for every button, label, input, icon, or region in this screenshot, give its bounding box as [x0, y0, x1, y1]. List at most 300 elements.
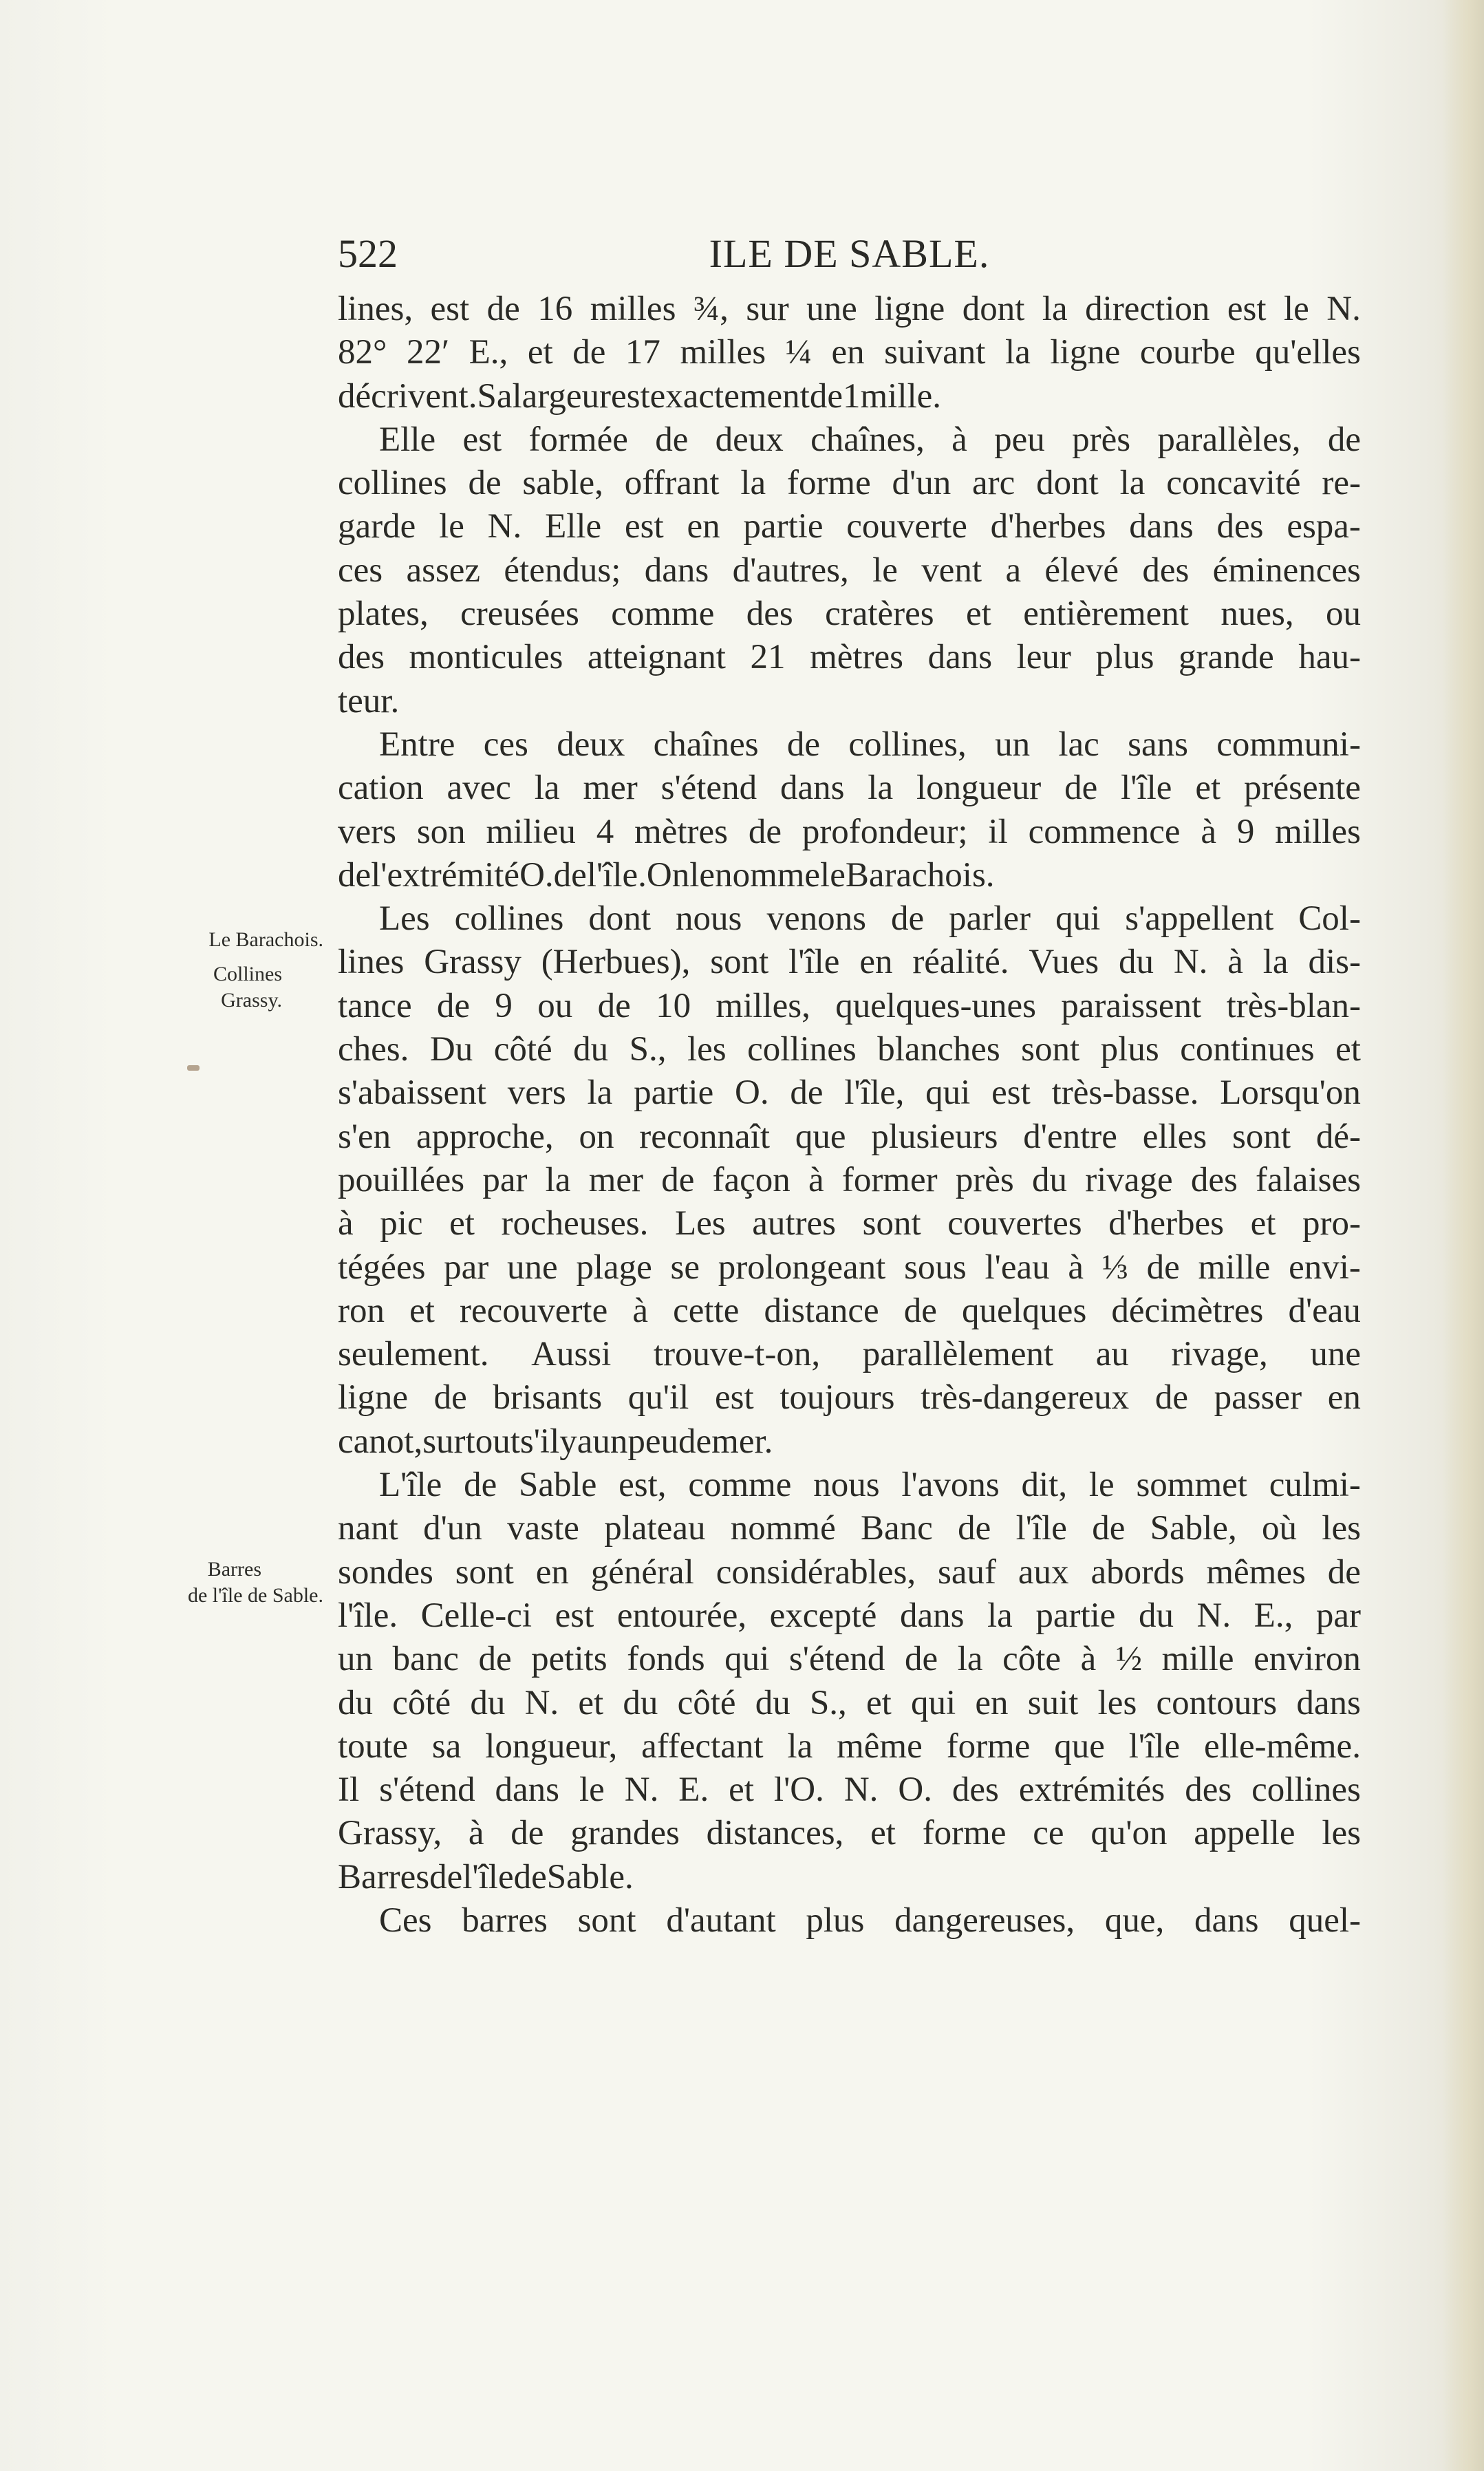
word: cation [338, 769, 424, 808]
word: une [806, 290, 857, 328]
word: nous [813, 1466, 880, 1505]
word: le [820, 855, 846, 895]
word: une [1310, 1335, 1361, 1374]
word: de [904, 1640, 938, 1679]
word: chaînes, [810, 420, 925, 459]
word: 22′ [406, 333, 450, 372]
word: et [1335, 1030, 1361, 1069]
word: qui [724, 1640, 770, 1679]
body-text [338, 288, 1361, 1943]
word: de [748, 812, 782, 851]
word: façon [712, 1160, 791, 1199]
word: est [610, 376, 650, 416]
word: plateau [604, 1509, 706, 1548]
word: vers [507, 1073, 566, 1113]
word: cette [673, 1291, 740, 1330]
word: est [462, 420, 502, 459]
word: rocheuses. [501, 1204, 649, 1243]
text-line [338, 1376, 1361, 1420]
word: et [1250, 1204, 1276, 1243]
word: lines, [338, 290, 413, 328]
word: les [1322, 1814, 1361, 1853]
word: par [482, 1160, 528, 1199]
text-line [338, 1246, 1361, 1290]
word: Vues [1029, 943, 1099, 982]
word: la [1005, 333, 1031, 372]
word: réalité. [912, 943, 1009, 982]
word: offrant [624, 464, 720, 503]
word: à [338, 1204, 354, 1243]
word: du [623, 1683, 658, 1722]
word: et [870, 1814, 896, 1853]
word: Barres [338, 1857, 430, 1896]
word: l'île [1015, 1509, 1067, 1548]
word: passer [1214, 1378, 1302, 1418]
word: collines [338, 464, 447, 503]
word: abords [1090, 1552, 1185, 1592]
word: étendus; [504, 550, 621, 590]
word: élevé [1044, 550, 1119, 590]
word: 10 [656, 986, 691, 1025]
word: collines, [848, 725, 967, 764]
word: longueur [916, 769, 1042, 808]
word: pic [380, 1204, 423, 1243]
word: deux [557, 725, 625, 764]
word: de [513, 1857, 547, 1896]
text-line [338, 1725, 1361, 1768]
word: nant [338, 1509, 398, 1548]
word: en [831, 333, 865, 372]
word: du [1031, 1160, 1067, 1199]
word: collines [1251, 1771, 1361, 1810]
word: distance [764, 1291, 879, 1330]
word: ⅓ [1101, 1248, 1128, 1287]
text-line [338, 811, 1361, 854]
word: mille [1161, 1640, 1234, 1679]
word: des [338, 638, 385, 677]
word: quel- [1289, 1901, 1361, 1940]
word: atteignant [587, 638, 726, 677]
word: même [837, 1726, 923, 1766]
word: a [1005, 550, 1022, 590]
word: par [1315, 1596, 1361, 1635]
word: est [1227, 290, 1267, 328]
word: continues [1180, 1030, 1315, 1069]
word: s'abaissent [338, 1073, 486, 1113]
word: à [808, 1160, 824, 1199]
word: Du [429, 1030, 473, 1069]
word: couverte [846, 507, 967, 546]
word: de [433, 1378, 467, 1418]
word: sont [862, 1204, 921, 1243]
margin-note-line: Grassy. [221, 989, 282, 1012]
word: Sable [519, 1466, 597, 1505]
word: est [715, 1378, 754, 1418]
word: de [338, 855, 372, 895]
text-line [338, 1551, 1361, 1594]
text-line [338, 1159, 1361, 1202]
word: dont [588, 899, 652, 939]
word: vers [338, 812, 396, 851]
word: ¼ [785, 333, 812, 372]
word: dangereuses, [894, 1901, 1075, 1940]
word: du [1118, 943, 1154, 982]
word: y [559, 1422, 577, 1461]
word: 16 [537, 290, 573, 328]
word: Sable, [1150, 1509, 1237, 1548]
word: couvertes [947, 1204, 1082, 1243]
word: 9 [495, 986, 513, 1025]
word: milles [590, 290, 676, 328]
word: la [545, 1160, 571, 1199]
word: la [1042, 290, 1068, 328]
word: Grassy [424, 943, 521, 982]
word: de [1146, 1248, 1180, 1287]
word: et [729, 1771, 754, 1810]
word: parallèles, [1157, 420, 1301, 459]
text-line [338, 1638, 1361, 1681]
word: et [449, 1204, 475, 1243]
word: qui [1055, 899, 1101, 939]
word: ½ [1115, 1640, 1143, 1679]
word: un [338, 1640, 373, 1679]
word: est [430, 290, 470, 328]
word: comme [611, 595, 715, 634]
word: reconnaît [639, 1117, 771, 1156]
word: s'en [338, 1117, 391, 1156]
word: peu [627, 1422, 679, 1461]
word: 82° [338, 333, 387, 372]
word: la [740, 464, 766, 503]
word: considérables, [716, 1552, 916, 1592]
margin-note-line: de l'île de Sable. [187, 1584, 323, 1607]
word: l'île [788, 943, 840, 982]
margin-note-line: Le Barachois. [208, 928, 323, 951]
word: dans [779, 769, 845, 808]
page-header [338, 231, 1361, 286]
word: de [903, 1291, 937, 1330]
word: chaînes [653, 725, 759, 764]
word: concavité [1166, 464, 1301, 503]
word: commence [1028, 812, 1181, 851]
word: affectant [641, 1726, 764, 1766]
paragraph-start [338, 897, 1361, 941]
word: les [1322, 1509, 1361, 1548]
word: l'île [1128, 1726, 1181, 1766]
word: et [578, 1683, 604, 1722]
word: présente [1243, 769, 1361, 808]
word: la [1119, 464, 1146, 503]
word: de [572, 333, 606, 372]
word: teur. [338, 681, 400, 720]
word: L'île [379, 1466, 442, 1505]
word: plage [576, 1248, 652, 1287]
word: nous [676, 899, 742, 939]
word: dans [1129, 507, 1194, 546]
word: s'étend [788, 1640, 885, 1679]
word: N. [1173, 943, 1208, 982]
text-line [338, 1682, 1361, 1725]
word: ces [483, 725, 528, 764]
word: mer [588, 1160, 643, 1199]
word: du [573, 1030, 609, 1069]
word: ron [338, 1291, 385, 1330]
word: des [1190, 1160, 1238, 1199]
word: 21 [750, 638, 786, 677]
word: grandes [570, 1814, 680, 1853]
word: les [1097, 1683, 1137, 1722]
word: en [535, 1552, 569, 1592]
word: dans [899, 1596, 965, 1635]
word: On [646, 855, 690, 895]
word: O. [898, 1771, 932, 1810]
paragraph-start [338, 723, 1361, 767]
text-line [338, 1028, 1361, 1071]
word: E. [678, 1771, 709, 1810]
word: sommet [1136, 1466, 1247, 1505]
word: S., [809, 1683, 847, 1722]
word: à [1201, 812, 1216, 851]
word: 4 [596, 812, 614, 851]
word: milieu [486, 812, 576, 851]
word: espa- [1287, 507, 1361, 546]
word: la [787, 1726, 813, 1766]
word: culmi- [1269, 1466, 1361, 1505]
word: longueur, [485, 1726, 618, 1766]
word: Sable. [546, 1857, 634, 1896]
word: plates, [338, 595, 429, 634]
text-line [338, 1856, 1361, 1899]
word: est [555, 1596, 594, 1635]
word: milles [680, 333, 766, 372]
word: ou [537, 986, 573, 1025]
word: garde [338, 507, 416, 546]
margin-note-barachois [103, 927, 323, 953]
word: sans [1128, 725, 1188, 764]
word: mètres [810, 638, 904, 677]
word: N. [487, 507, 522, 546]
page-number: 522 [338, 231, 398, 276]
text-line [338, 1071, 1361, 1115]
word: leur [1016, 638, 1071, 677]
word: quelques [962, 1291, 1087, 1330]
word: le [689, 855, 716, 895]
word: N. [624, 1771, 659, 1810]
word: N. [843, 1771, 879, 1810]
text-line [338, 505, 1361, 548]
word: les [687, 1030, 727, 1069]
word: sont [710, 943, 769, 982]
word: recouverte [460, 1291, 608, 1330]
word: de [468, 464, 502, 503]
word: E., [1254, 1596, 1293, 1635]
word: a [577, 1422, 593, 1461]
word: excepté [769, 1596, 877, 1635]
word: canot, [338, 1422, 423, 1461]
word: monticules [409, 638, 563, 677]
word: Barachois. [845, 855, 995, 895]
word: dans [927, 638, 993, 677]
word: plus [806, 1901, 865, 1940]
word: sondes [338, 1552, 433, 1592]
word: assez [406, 550, 481, 590]
word: trouve-t-on, [653, 1335, 821, 1374]
text-line [338, 854, 1361, 897]
word: O. [519, 855, 554, 895]
word: profondeur; [802, 812, 968, 851]
word: dont [962, 290, 1025, 328]
word: fonds [627, 1640, 705, 1679]
word: mètres [634, 812, 728, 851]
word: N. [524, 1683, 559, 1722]
word: s'appellent [1125, 899, 1274, 939]
word: le [1088, 1466, 1115, 1505]
word: banc [392, 1640, 459, 1679]
word: prolongeant [718, 1248, 886, 1287]
word: d'herbes [1108, 1204, 1225, 1243]
word: suit [1027, 1683, 1079, 1722]
word: au [1095, 1335, 1129, 1374]
text-line [338, 636, 1361, 679]
word: tance [338, 986, 412, 1025]
word: de [1327, 1552, 1361, 1592]
word: à [1080, 1640, 1097, 1679]
text-line [338, 375, 1361, 418]
word: à [468, 1814, 484, 1853]
word: de [597, 986, 631, 1025]
word: côté [392, 1683, 451, 1722]
word: éminences [1212, 550, 1361, 590]
word: communi- [1216, 725, 1361, 764]
word: O. [735, 1073, 769, 1113]
word: aux [1018, 1552, 1069, 1592]
word: dans [644, 550, 709, 590]
word: blanches [877, 1030, 1000, 1069]
word: Entre [379, 725, 455, 764]
word: côté [677, 1683, 736, 1722]
word: de [655, 420, 689, 459]
word: ¾, [693, 290, 729, 328]
word: à [1227, 943, 1243, 982]
word: qu'il [627, 1378, 689, 1418]
word: courbe [1139, 333, 1236, 372]
word: dont [1036, 464, 1099, 503]
word: vaste [507, 1509, 579, 1548]
word: lines [338, 943, 405, 982]
word: un [995, 725, 1031, 764]
word: que, [1104, 1901, 1165, 1940]
paragraph-start [338, 418, 1361, 462]
word: décrivent. [338, 376, 477, 416]
word: dis- [1308, 943, 1361, 982]
word: l'avons [901, 1466, 1000, 1505]
word: sous [904, 1248, 967, 1287]
word: barres [462, 1901, 548, 1940]
word: Sa [477, 376, 513, 416]
word: très-basse. [1051, 1073, 1199, 1113]
word: d'autant [666, 1901, 776, 1940]
text-line [338, 1507, 1361, 1550]
word: d'un [892, 464, 951, 503]
word: le [872, 550, 898, 590]
word: à [951, 420, 967, 459]
word: qui [925, 1073, 971, 1113]
word: ligne [874, 290, 945, 328]
word: autres [752, 1204, 836, 1243]
word: Banc [861, 1509, 933, 1548]
word: l'île [462, 1857, 514, 1896]
text-line [338, 941, 1361, 984]
word: Elle [379, 420, 436, 459]
word: Lorsqu'on [1220, 1073, 1361, 1113]
text-line [338, 549, 1361, 592]
word: ligne [338, 1378, 408, 1418]
word: falaises [1256, 1160, 1361, 1199]
word: en [859, 943, 893, 982]
word: dans [495, 1771, 560, 1810]
word: venons [766, 899, 866, 939]
word: milles [1275, 812, 1361, 851]
text-line [338, 1202, 1361, 1245]
word: l'eau [985, 1248, 1050, 1287]
word: nues, [1220, 595, 1294, 634]
word: il [988, 812, 1008, 851]
word: rivage, [1171, 1335, 1268, 1374]
word: des [746, 595, 793, 634]
margin-note-collines-grassy [103, 961, 282, 1014]
word: milles, [716, 986, 810, 1025]
word: de [1092, 1509, 1126, 1548]
word: est [625, 507, 664, 546]
text-line [338, 1290, 1361, 1333]
word: direction [1085, 290, 1210, 328]
word: s'étend [660, 769, 757, 808]
word: sa [431, 1726, 462, 1766]
word: appelle [1194, 1814, 1295, 1853]
word: toute [338, 1726, 408, 1766]
text-line [338, 462, 1361, 505]
word: de [486, 290, 520, 328]
word: petits [531, 1640, 607, 1679]
word: (Herbues), [541, 943, 691, 982]
word: arc [972, 464, 1015, 503]
word: et [866, 1683, 892, 1722]
word: vent [921, 550, 982, 590]
margin-note-line: Collines [213, 963, 282, 985]
word: elles [1142, 1117, 1207, 1156]
text-line [338, 331, 1361, 374]
word: très-blan- [1226, 986, 1361, 1025]
word: l'extrémité [371, 855, 520, 895]
word: dé- [1315, 1117, 1361, 1156]
word: s'il [519, 1422, 560, 1461]
word: environ [1254, 1640, 1361, 1679]
word: partie [743, 507, 824, 546]
word: de [958, 1509, 991, 1548]
text-line [338, 1420, 1361, 1464]
word: de [1154, 1378, 1188, 1418]
word: ces [338, 550, 383, 590]
word: des [1216, 507, 1264, 546]
word: seulement. [338, 1335, 489, 1374]
word: où [1262, 1509, 1297, 1548]
word: l'île. [586, 855, 647, 895]
word: mêmes [1206, 1552, 1306, 1592]
text-line [338, 767, 1361, 810]
word: elle-même. [1203, 1726, 1361, 1766]
word: ligne [1050, 333, 1121, 372]
word: en [975, 1683, 1009, 1722]
